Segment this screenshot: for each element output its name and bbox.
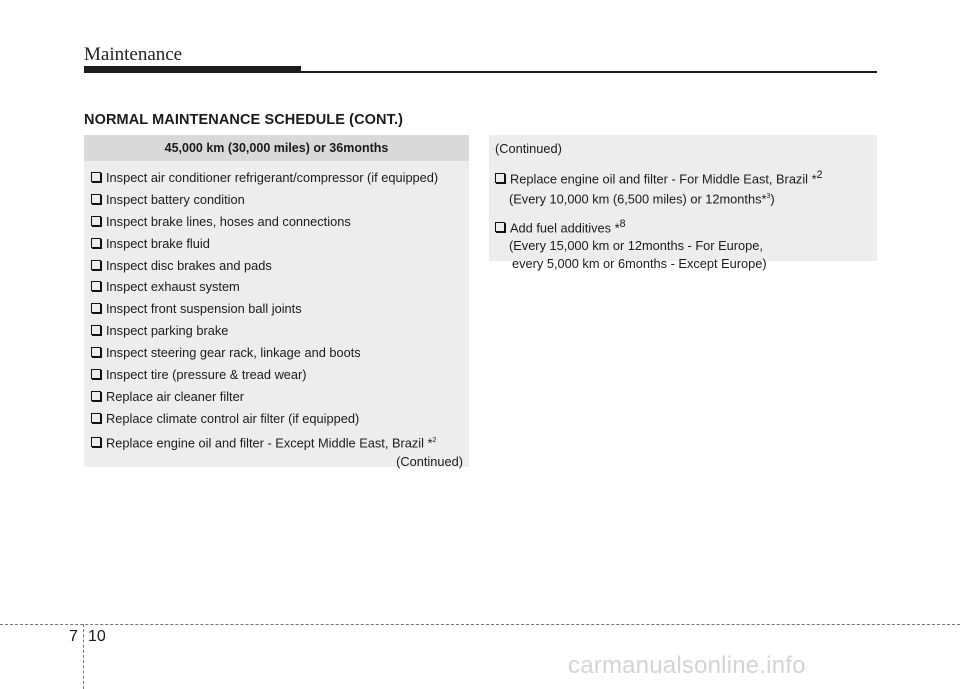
continued-label: (Continued)	[495, 141, 562, 156]
list-item	[489, 166, 877, 188]
list-item	[91, 255, 469, 277]
list-item	[91, 167, 469, 189]
maintenance-item-list	[84, 161, 469, 452]
checkbox-bullet-icon	[91, 238, 101, 248]
checkbox-bullet-icon	[91, 347, 101, 357]
item-text: Inspect front suspension ball joints	[106, 301, 302, 317]
checkbox-bullet-icon	[91, 325, 101, 335]
chapter-number: 7	[69, 628, 78, 645]
footnote-marker: 2	[432, 436, 437, 444]
item-text: Replace air cleaner filter	[106, 388, 244, 404]
item-text: Inspect disc brakes and pads	[106, 257, 272, 273]
item-text: Inspect tire (pressure & tread wear)	[106, 367, 307, 383]
list-item	[91, 189, 469, 211]
item-detail-text: (Every 10,000 km (6,500 miles) or 12months*	[509, 191, 767, 207]
item-text: Inspect steering gear rack, linkage and boots	[106, 345, 361, 361]
list-item	[91, 233, 469, 255]
list-item	[91, 276, 469, 298]
list-item	[91, 386, 469, 408]
schedule-table-right	[489, 135, 877, 271]
list-item	[489, 215, 877, 237]
item-text: Inspect exhaust system	[106, 279, 240, 295]
item-detail: (Every 15,000 km or 12months - For Europe,	[509, 237, 763, 253]
item-text: Replace engine oil and filter - For Middle East, Brazil *	[510, 171, 817, 187]
header-rule-thin	[301, 71, 877, 73]
checkbox-bullet-icon	[91, 260, 101, 270]
page-header-title: Maintenance	[84, 44, 183, 65]
checkbox-bullet-icon	[91, 303, 101, 313]
item-text: Inspect brake lines, hoses and connections	[106, 213, 351, 229]
item-text: Replace engine oil and filter - Except Middle East, Brazil *	[106, 434, 433, 450]
footer-divider	[0, 624, 960, 625]
list-item	[91, 298, 469, 320]
item-text: Add fuel additives *	[510, 219, 620, 235]
interval-heading: 45,000 km (30,000 miles) or 36months	[84, 135, 469, 161]
item-detail-close: )	[770, 191, 775, 207]
checkbox-bullet-icon	[91, 172, 101, 182]
footnote-marker: 2	[816, 169, 823, 181]
item-text: Replace climate control air filter (if equipped)	[106, 410, 360, 426]
schedule-table-left	[84, 135, 469, 467]
item-detail: every 5,000 km or 6months - Except Europe)	[512, 255, 767, 271]
list-item	[91, 342, 469, 364]
item-text: Inspect air conditioner refrigerant/compressor (if equipped)	[106, 170, 439, 185]
checkbox-bullet-icon	[91, 413, 101, 423]
list-item	[91, 211, 469, 233]
checkbox-bullet-icon	[91, 194, 101, 204]
list-item	[91, 430, 469, 452]
watermark: carmanualsonline.info	[568, 652, 806, 679]
checkbox-bullet-icon	[495, 173, 505, 183]
list-item	[91, 364, 469, 386]
checkbox-bullet-icon	[91, 216, 101, 226]
item-detail	[489, 188, 877, 208]
list-item	[91, 320, 469, 342]
list-item	[91, 408, 469, 430]
section-title: NORMAL MAINTENANCE SCHEDULE (CONT.)	[84, 112, 404, 128]
item-text: Inspect brake fluid	[106, 235, 210, 251]
footnote-marker: 3	[766, 193, 771, 201]
page-number: 10	[88, 628, 106, 645]
header-rule-thick	[84, 66, 301, 73]
item-text: Inspect battery condition	[106, 191, 245, 207]
item-text: Inspect parking brake	[106, 323, 229, 339]
checkbox-bullet-icon	[495, 222, 505, 232]
checkbox-bullet-icon	[91, 391, 101, 401]
footnote-marker: 8	[619, 217, 626, 230]
continued-label: (Continued)	[396, 453, 463, 469]
checkbox-bullet-icon	[91, 437, 101, 447]
checkbox-bullet-icon	[91, 281, 101, 291]
checkbox-bullet-icon	[91, 369, 101, 379]
footer-page-divider	[83, 624, 84, 689]
